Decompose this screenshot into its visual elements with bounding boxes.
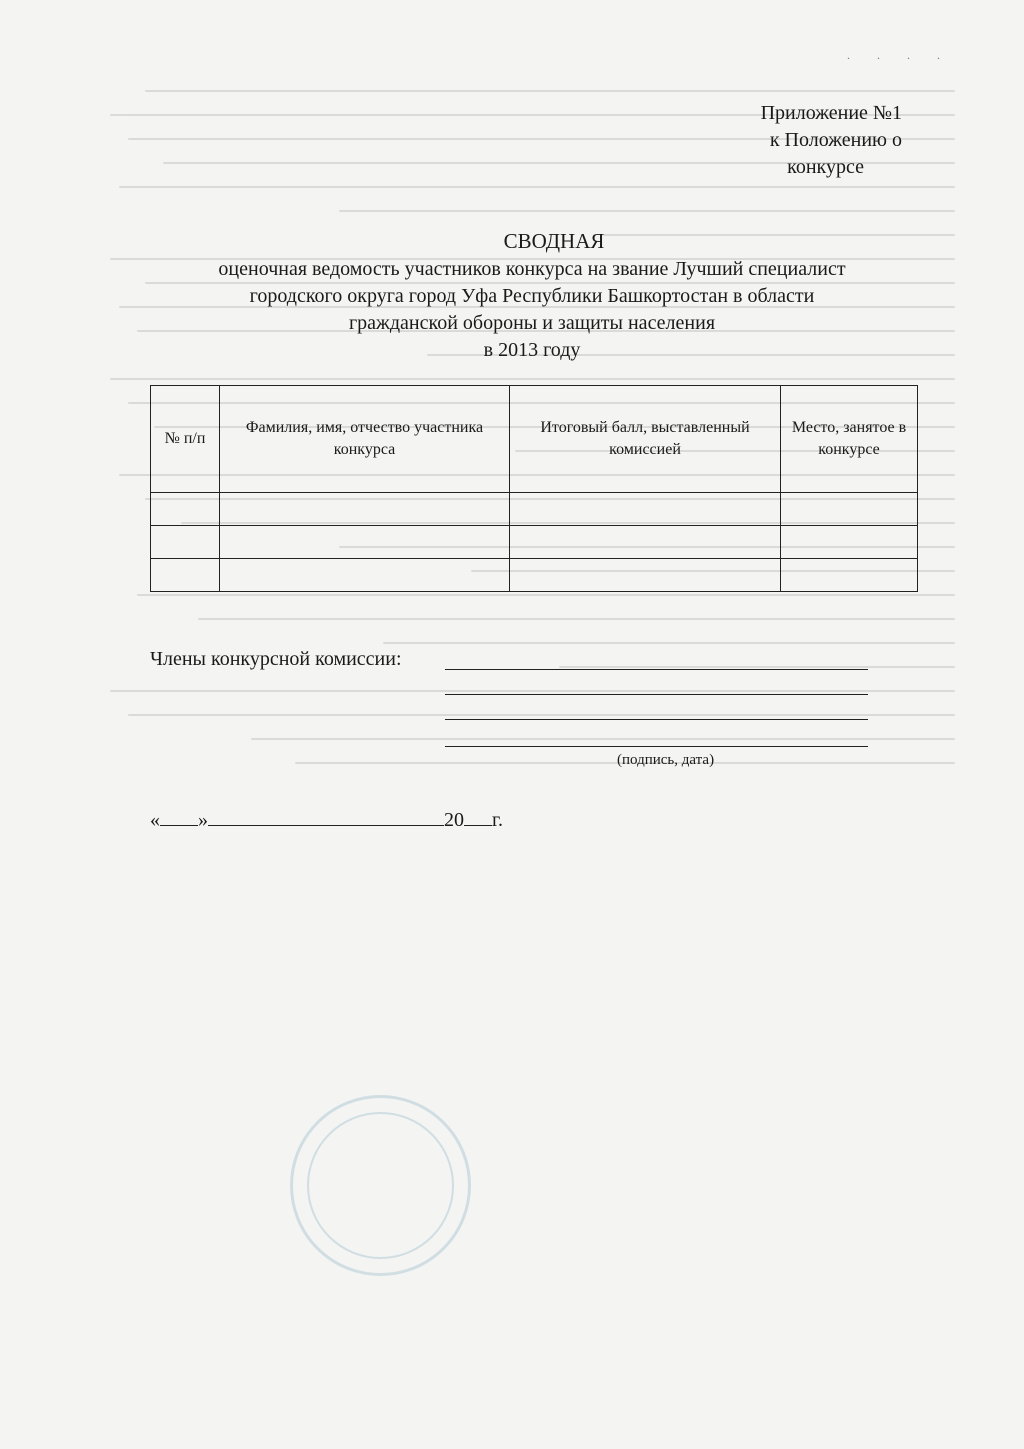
- appendix-line-3: конкурсе: [787, 156, 864, 178]
- date-year-suffix: г.: [492, 809, 503, 831]
- table-cell: [220, 493, 510, 526]
- table-cell: [510, 559, 781, 592]
- table-cell: [781, 559, 918, 592]
- table-cell: [220, 559, 510, 592]
- subtitle-line-3: гражданской обороны и защиты населения: [348, 312, 716, 334]
- table-cell: [510, 526, 781, 559]
- document-subtitle: [20, 256, 1024, 364]
- date-line: [150, 805, 503, 832]
- header-full-name: Фамилия, имя, отчество участника конкурса: [220, 386, 510, 493]
- table-cell: [151, 559, 220, 592]
- signature-line: [445, 719, 868, 720]
- date-century: 20: [444, 809, 464, 831]
- subtitle-line-2: городского округа город Уфа Республики Башкортостан в области: [249, 285, 815, 307]
- day-blank: [160, 805, 198, 826]
- table-row: [151, 493, 918, 526]
- date-close-quote: »: [198, 809, 208, 831]
- date-open-quote: «: [150, 809, 160, 831]
- subtitle-line-4: в 2013 году: [483, 339, 581, 361]
- signature-hint: (подпись, дата): [617, 752, 715, 768]
- header-place: Место, занятое в конкурсе: [781, 386, 918, 493]
- table-header-row: [151, 386, 918, 493]
- appendix-line-2: к Положению о: [769, 129, 902, 151]
- subtitle-line-1: оценочная ведомость участников конкурса на звание Лучший специалист: [218, 258, 846, 280]
- header-number: № п/п: [151, 386, 220, 493]
- table-cell: [781, 526, 918, 559]
- signature-line: [445, 694, 868, 695]
- year-blank: [464, 805, 492, 826]
- table-cell: [510, 493, 781, 526]
- table-cell: [151, 493, 220, 526]
- document-title: СВОДНАЯ: [503, 229, 605, 253]
- appendix-header: [682, 100, 902, 181]
- table-row: [151, 559, 918, 592]
- signature-line: [445, 746, 868, 747]
- rating-table: [150, 385, 918, 592]
- scan-marks: . . . .: [847, 48, 952, 62]
- signature-line: [445, 669, 868, 670]
- month-blank: [208, 805, 444, 826]
- commission-members-label: Члены конкурсной комиссии:: [150, 648, 402, 670]
- appendix-line-1: Приложение №1: [760, 102, 902, 124]
- bleed-through-seal-icon: [290, 1095, 471, 1276]
- table-row: [151, 526, 918, 559]
- table-cell: [151, 526, 220, 559]
- table-cell: [781, 493, 918, 526]
- header-total-score: Итоговый балл, выставленный комиссией: [510, 386, 781, 493]
- table-cell: [220, 526, 510, 559]
